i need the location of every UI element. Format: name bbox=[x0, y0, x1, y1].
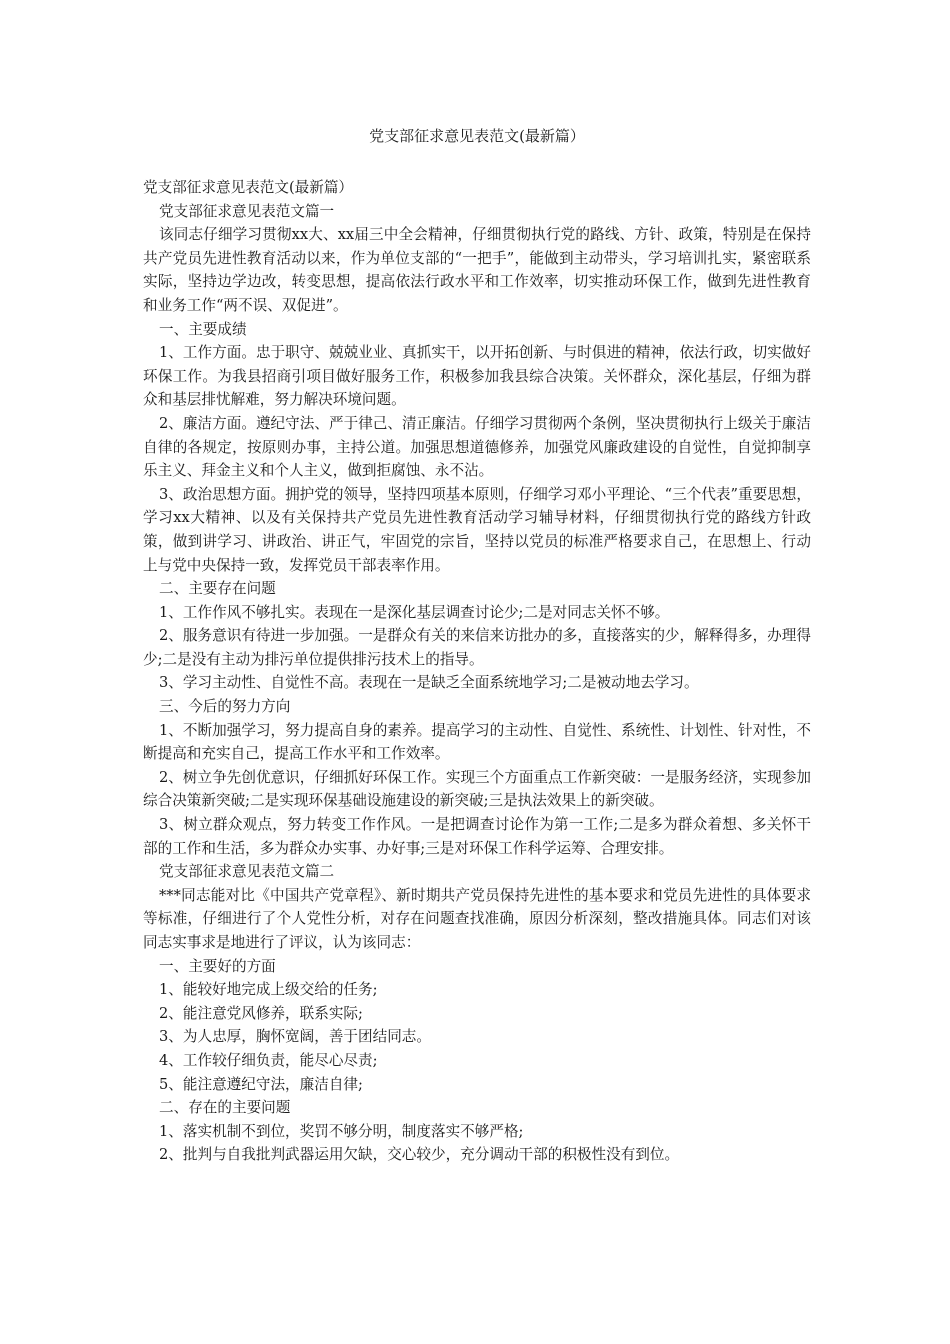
paragraph: 该同志仔细学习贯彻xx大、xx届三中全会精神，仔细贯彻执行党的路线、方针、政策，特别是在保持共产党员先进性教育活动以来，作为单位支部的“一把手”，能做到主动带头，学习培训扎实，紧密联系实际，坚持边学边改，转变思想，提高依法行政水平和工作效率，切实推动环保工作，做到先进性教育和业务工作“两不误、双促进”。 bbox=[143, 226, 811, 314]
paragraph: 4、工作较仔细负责，能尽心尽责; bbox=[159, 1051, 378, 1069]
paragraph: 2、服务意识有待进一步加强。一是群众有关的来信来访批办的多，直接落实的少，解释得多，办理得少;二是没有主动为排污单位提供排污技术上的指导。 bbox=[143, 627, 811, 668]
paragraph: 2、树立争先创优意识，仔细抓好环保工作。实现三个方面重点工作新突破：一是服务经济，实现参加综合决策新突破;二是实现环保基础设施建设的新突破;三是执法效果上的新突破。 bbox=[143, 768, 811, 810]
paragraph: 1、不断加强学习，努力提高自身的素养。提高学习的主动性、自觉性、系统性、计划性、针对性，不断提高和充实自己，提高工作水平和工作效率。 bbox=[143, 721, 811, 763]
paragraph: 5、能注意遵纪守法，廉洁自律; bbox=[159, 1075, 363, 1093]
paragraph: 3、树立群众观点，努力转变工作作风。一是把调查讨论作为第一工作;二是多为群众着想、多关怀干部的工作和生活，多为群众办实事、办好事;三是对环保工作科学运筹、合理安排。 bbox=[143, 816, 811, 857]
document-body bbox=[143, 176, 811, 1167]
paragraph: 1、能较好地完成上级交给的任务; bbox=[159, 981, 378, 999]
paragraph: 党支部征求意见表范文篇一 bbox=[159, 202, 335, 220]
paragraph: ***同志能对比《中国共产党章程》、新时期共产党员保持先进性的基本要求和党员先进性的具体要求等标准，仔细进行了个人党性分析，对存在问题查找准确，原因分析深刻，整改措施具体。同志们对该同志实事求是地进行了评议，认为该同志： bbox=[143, 886, 811, 951]
paragraph: 党支部征求意见表范文(最新篇） bbox=[143, 179, 354, 196]
paragraph: 1、工作作风不够扎实。表现在一是深化基层调查讨论少;二是对同志关怀不够。 bbox=[159, 603, 670, 621]
paragraph: 一、主要成绩 bbox=[159, 320, 247, 338]
paragraph: 1、落实机制不到位，奖罚不够分明，制度落实不够严格; bbox=[159, 1122, 524, 1140]
paragraph: 1、工作方面。忠于职守、兢兢业业、真抓实干，以开拓创新、与时俱进的精神，依法行政，切实做好环保工作。为我县招商引项目做好服务工作，积极参加我县综合决策。关怀群众，深化基层，仔细为群众和基层排忧解难，努力解决环境问题。 bbox=[143, 344, 811, 409]
paragraph: 3、为人忠厚，胸怀宽阔，善于团结同志。 bbox=[159, 1028, 431, 1046]
paragraph: 二、存在的主要问题 bbox=[159, 1099, 291, 1117]
paragraph: 三、今后的努力方向 bbox=[159, 698, 291, 716]
paragraph: 2、批判与自我批判武器运用欠缺，交心较少，充分调动干部的积极性没有到位。 bbox=[159, 1146, 680, 1164]
paragraph: 2、廉洁方面。遵纪守法、严于律己、清正廉洁。仔细学习贯彻两个条例，坚决贯彻执行上级关于廉洁自律的各规定，按原则办事，主持公道。加强思想道德修养，加强党风廉政建设的自觉性，自觉抑制享乐主义、拜金主义和个人主义，做到拒腐蚀、永不沾。 bbox=[143, 414, 811, 480]
paragraph: 一、主要好的方面 bbox=[159, 957, 276, 975]
paragraph: 二、主要存在问题 bbox=[159, 580, 276, 598]
document-title: 党支部征求意见表范文(最新篇） bbox=[369, 127, 585, 145]
paragraph: 党支部征求意见表范文篇二 bbox=[159, 863, 335, 881]
paragraph: 3、政治思想方面。拥护党的领导，坚持四项基本原则，仔细学习邓小平理论、“三个代表”重要思想，学习xx大精神、以及有关保持共产党员先进性教育活动学习辅导材料，仔细贯彻执行党的路线方针政策，做到讲学习、讲政治、讲正气，牢固党的宗旨，坚持以党员的标准严格要求自己，在思想上、行动上与党中央保持一致，发挥党员干部表率作用。 bbox=[143, 485, 811, 574]
paragraph: 3、学习主动性、自觉性不高。表现在一是缺乏全面系统地学习;二是被动地去学习。 bbox=[159, 674, 699, 692]
paragraph: 2、能注意党风修养，联系实际; bbox=[159, 1004, 363, 1022]
